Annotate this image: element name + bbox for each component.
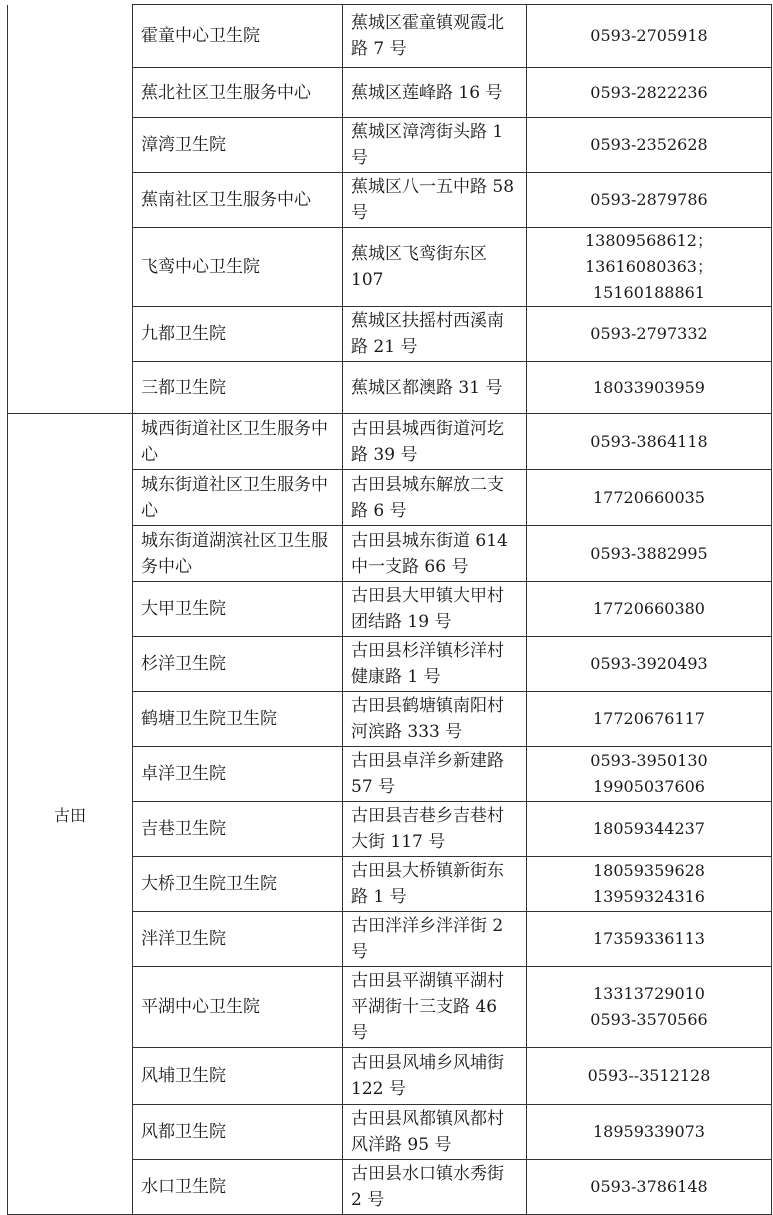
institution-phone [527,747,772,802]
institution-name: 泮洋卫生院 [133,912,343,967]
institution-address: 蕉城区扶摇村西溪南路 21 号 [343,307,527,362]
institution-phone [527,228,772,307]
institution-phone: 0593--3512128 [527,1048,772,1105]
institution-address: 蕉城区八一五中路 58 号 [343,173,527,228]
institution-address: 古田县风埔乡风埔街 122 号 [343,1048,527,1105]
institution-name: 霍童中心卫生院 [133,5,343,68]
institution-phone: 0593-3786148 [527,1160,772,1215]
phone-line-1: 13313729010 [593,984,705,1003]
institution-name: 城西街道社区卫生服务中心 [133,414,343,470]
institution-phone: 0593-3920493 [527,637,772,692]
institution-name: 风埔卫生院 [133,1048,343,1105]
phone-line-1: 18059359628 [593,861,705,880]
institution-name: 平湖中心卫生院 [133,967,343,1048]
institution-phone: 0593-3864118 [527,414,772,470]
institution-phone: 18033903959 [527,362,772,414]
phone-line-2: 13959324316 [593,887,705,906]
institution-name: 卓洋卫生院 [133,747,343,802]
institution-address: 蕉城区霍童镇观霞北路 7 号 [343,5,527,68]
institution-address: 古田县杉洋镇杉洋村健康路 1 号 [343,637,527,692]
institution-address: 古田县城西街道河圪路 39 号 [343,414,527,470]
phone-line-2: 19905037606 [593,777,705,796]
institution-name: 飞鸾中心卫生院 [133,228,343,307]
institution-phone: 0593-3882995 [527,526,772,582]
institution-address: 蕉城区都澳路 31 号 [343,362,527,414]
institution-name: 三都卫生院 [133,362,343,414]
institution-address: 古田县吉巷乡吉巷村大街 117 号 [343,802,527,857]
institution-name: 吉巷卫生院 [133,802,343,857]
institution-name: 城东街道社区卫生服务中心 [133,470,343,526]
table-row [8,5,772,68]
institution-address: 古田县城东街道 614 中一支路 66 号 [343,526,527,582]
institution-phone: 17720660380 [527,582,772,637]
institution-address: 古田县风都镇风都村风洋路 95 号 [343,1105,527,1160]
institution-phone: 17359336113 [527,912,772,967]
institution-phone [527,857,772,912]
institution-address: 蕉城区莲峰路 16 号 [343,68,527,118]
district-cell-jiaocheng [8,5,133,414]
institution-name: 风都卫生院 [133,1105,343,1160]
institution-phone: 0593-2705918 [527,5,772,68]
institution-name: 城东街道湖滨社区卫生服务中心 [133,526,343,582]
institution-phone: 0593-2879786 [527,173,772,228]
institution-phone: 17720660035 [527,470,772,526]
institution-name: 大桥卫生院卫生院 [133,857,343,912]
phone-line-2: 13616080363；15160188861 [585,257,713,302]
phone-line-1: 0593-3950130 [590,751,708,770]
institution-address: 古田县卓洋乡新建路 57 号 [343,747,527,802]
health-center-table [7,4,772,1215]
institution-name: 鹤塘卫生院卫生院 [133,692,343,747]
institution-name: 水口卫生院 [133,1160,343,1215]
institution-address: 蕉城区飞鸾街东区 107 [343,228,527,307]
institution-phone [527,967,772,1048]
institution-address: 古田县大桥镇新街东路 1 号 [343,857,527,912]
institution-address: 古田县平湖镇平湖村平湖街十三支路 46 号 [343,967,527,1048]
table-row [8,414,772,470]
institution-phone: 0593-2797332 [527,307,772,362]
institution-name: 大甲卫生院 [133,582,343,637]
institution-address: 古田县水口镇水秀街 2 号 [343,1160,527,1215]
institution-name: 九都卫生院 [133,307,343,362]
institution-phone: 17720676117 [527,692,772,747]
institution-phone: 18059344237 [527,802,772,857]
phone-line-1: 13809568612； [585,231,713,250]
institution-phone: 0593-2822236 [527,68,772,118]
institution-name: 杉洋卫生院 [133,637,343,692]
district-cell-gutian: 古田 [8,414,133,1215]
institution-address: 古田县鹤塘镇南阳村河滨路 333 号 [343,692,527,747]
institution-name: 漳湾卫生院 [133,118,343,173]
institution-address: 古田县大甲镇大甲村团结路 19 号 [343,582,527,637]
institution-address: 蕉城区漳湾街头路 1 号 [343,118,527,173]
institution-address: 古田泮洋乡泮洋街 2 号 [343,912,527,967]
institution-name: 蕉北社区卫生服务中心 [133,68,343,118]
institution-phone: 18959339073 [527,1105,772,1160]
phone-line-2: 0593-3570566 [590,1010,708,1029]
institution-name: 蕉南社区卫生服务中心 [133,173,343,228]
institution-address: 古田县城东解放二支路 6 号 [343,470,527,526]
institution-phone: 0593-2352628 [527,118,772,173]
